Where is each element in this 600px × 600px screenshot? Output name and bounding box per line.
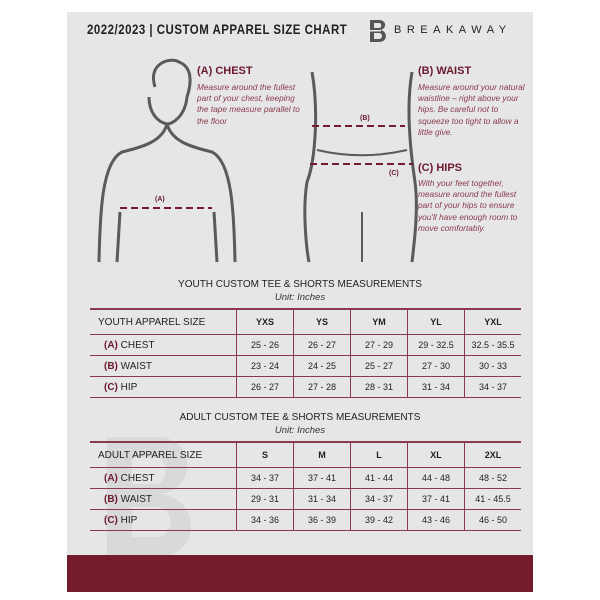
youth-unit: Unit: Inches: [274, 292, 326, 303]
size-chart-panel: [67, 12, 533, 592]
measurement-cell: 29 - 32.5: [408, 335, 465, 356]
measurement-cell: 34 - 37: [465, 377, 522, 398]
measurement-label: [90, 377, 237, 398]
measurement-name: CHEST: [120, 472, 155, 484]
measurement-cell: 28 - 31: [351, 377, 408, 398]
measurement-cell: 27 - 28: [294, 377, 351, 398]
measurement-tag: (C): [104, 514, 118, 526]
measurement-cell: 32.5 - 35.5: [465, 335, 522, 356]
measurement-name: HIP: [120, 381, 138, 393]
brand-name: BREAKAWAY: [394, 24, 512, 36]
youth-size-table: [90, 308, 521, 398]
table-row: [90, 335, 521, 356]
measurement-cell: 36 - 39: [294, 510, 351, 531]
measurement-cell: 31 - 34: [294, 489, 351, 510]
measurement-cell: 39 - 42: [351, 510, 408, 531]
table-header-row: [90, 442, 521, 468]
size-header: YXS: [237, 309, 294, 335]
lower-body-outline-icon: [305, 72, 417, 262]
youth-table-title: YOUTH CUSTOM TEE & SHORTS MEASUREMENTS: [178, 279, 422, 290]
measurement-name: CHEST: [120, 339, 155, 351]
measurement-name: WAIST: [120, 493, 152, 505]
hips-heading: (C) HIPS: [418, 162, 462, 174]
measurement-name: WAIST: [120, 360, 152, 372]
chest-marker: (A): [155, 196, 165, 203]
measurement-label: [90, 510, 237, 531]
table-row: [90, 489, 521, 510]
measurement-cell: 41 - 44: [351, 468, 408, 489]
size-header: S: [237, 442, 294, 468]
size-header: YL: [408, 309, 465, 335]
measurement-tag: (C): [104, 381, 118, 393]
measurement-label: [90, 335, 237, 356]
chest-heading: (A) CHEST: [197, 65, 253, 77]
measurement-tag: (A): [104, 472, 118, 484]
chest-description: Measure around the fullest part of your chest, keeping the tape measure parallel to the floor: [197, 82, 300, 126]
measurement-cell: 37 - 41: [294, 468, 351, 489]
size-label-header: YOUTH APPAREL SIZE: [90, 309, 237, 335]
measurement-cell: 34 - 37: [237, 468, 294, 489]
footer-bar: [67, 555, 533, 592]
hips-marker: (C): [389, 170, 399, 177]
breakaway-logo-icon: [367, 18, 389, 44]
measurement-cell: 43 - 46: [408, 510, 465, 531]
table-row: [90, 377, 521, 398]
page-title: 2022/2023 | CUSTOM APPAREL SIZE CHART: [87, 21, 348, 37]
size-header: YS: [294, 309, 351, 335]
size-header: YM: [351, 309, 408, 335]
adult-size-table: [90, 441, 521, 531]
waist-description: Measure around your natural waistline – right above your hips. Be careful not to squeeze too tight to allow a little give.: [418, 82, 525, 137]
measurement-cell: 26 - 27: [237, 377, 294, 398]
measurement-cell: 37 - 41: [408, 489, 465, 510]
measurement-cell: 27 - 30: [408, 356, 465, 377]
measurement-name: HIP: [120, 514, 138, 526]
measurement-cell: 31 - 34: [408, 377, 465, 398]
measurement-cell: 27 - 29: [351, 335, 408, 356]
measurement-cell: 24 - 25: [294, 356, 351, 377]
measurement-cell: 23 - 24: [237, 356, 294, 377]
table-header-row: [90, 309, 521, 335]
measurement-label: [90, 468, 237, 489]
table-row: [90, 510, 521, 531]
hips-description: With your feet together, measure around the fullest part of your hips to ensure you'll have enough room to move comfortably.: [418, 178, 518, 233]
size-header: YXL: [465, 309, 522, 335]
size-header: L: [351, 442, 408, 468]
size-header: XL: [408, 442, 465, 468]
measurement-tag: (A): [104, 339, 118, 351]
size-header: 2XL: [465, 442, 522, 468]
table-row: [90, 356, 521, 377]
measurement-cell: 26 - 27: [294, 335, 351, 356]
measurement-cell: 25 - 26: [237, 335, 294, 356]
measurement-cell: 46 - 50: [465, 510, 522, 531]
adult-unit: Unit: Inches: [274, 425, 326, 436]
measurement-label: [90, 489, 237, 510]
size-header: M: [294, 442, 351, 468]
table-row: [90, 468, 521, 489]
measurement-cell: 34 - 37: [351, 489, 408, 510]
measurement-cell: 30 - 33: [465, 356, 522, 377]
measurement-tag: (B): [104, 360, 118, 372]
measurement-tag: (B): [104, 493, 118, 505]
measurement-cell: 44 - 48: [408, 468, 465, 489]
measurement-cell: 41 - 45.5: [465, 489, 522, 510]
adult-table-title: ADULT CUSTOM TEE & SHORTS MEASUREMENTS: [179, 412, 421, 423]
measurement-cell: 29 - 31: [237, 489, 294, 510]
waist-marker: (B): [360, 115, 370, 122]
size-label-header: ADULT APPAREL SIZE: [90, 442, 237, 468]
measurement-label: [90, 356, 237, 377]
waist-heading: (B) WAIST: [418, 65, 472, 77]
measurement-cell: 48 - 52: [465, 468, 522, 489]
measurement-cell: 25 - 27: [351, 356, 408, 377]
measurement-cell: 34 - 36: [237, 510, 294, 531]
